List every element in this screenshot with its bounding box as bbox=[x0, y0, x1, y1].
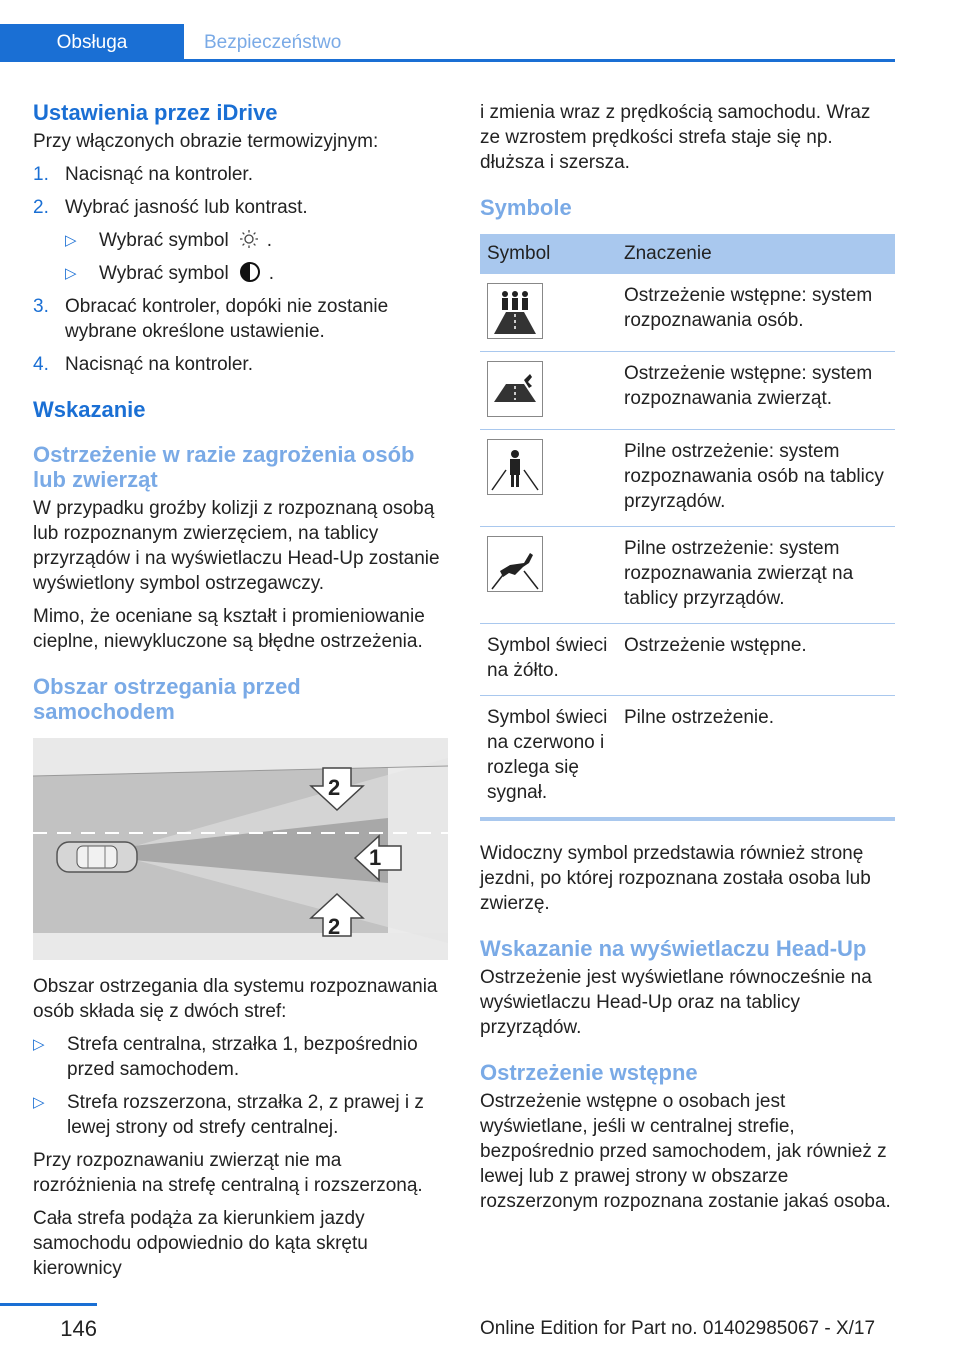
deer-urgent-icon bbox=[487, 536, 543, 592]
table-row: Symbol świeci na żółto. Ostrzeżenie wstępne. bbox=[480, 624, 895, 696]
person-urgent-icon bbox=[487, 439, 543, 495]
header-tabs bbox=[0, 24, 895, 62]
heading-warning: Ostrzeżenie w razie zagrożenia osób lub zwierząt bbox=[33, 442, 415, 492]
table-row: Symbol świeci na czerwono i rozlega się sygnał. Pilne ostrzeżenie. bbox=[480, 696, 895, 820]
left-column bbox=[33, 100, 448, 1281]
sub-list-item: ▷ Wybrać symbol . bbox=[65, 263, 274, 284]
list-item: ▷ Strefa centralna, strzałka 1, bezpośrednio przed samochodem. bbox=[33, 1034, 418, 1080]
figure-label-2-top: 2 bbox=[328, 775, 341, 800]
right-column bbox=[480, 100, 895, 1214]
text-continuation: i zmienia wraz z prędkością samochodu. Wraz ze wzrostem prędkości strefa staje się np. dłuższa i szersza. bbox=[480, 102, 871, 173]
triangle-bullet-icon: ▷ bbox=[65, 232, 77, 249]
list-item: 1. Nacisnąć na kontroler. bbox=[33, 164, 253, 185]
heading-area: Obszar ostrzegania przed samochodem bbox=[33, 674, 301, 724]
symbols-table bbox=[480, 234, 895, 821]
text-hud: Ostrzeżenie jest wyświetlane równocześnie na wyświetlaczu Head-Up oraz na tablicy przyrządów. bbox=[480, 967, 872, 1038]
table-row: Ostrzeżenie wstępne: system rozpoznawania osób. bbox=[480, 274, 895, 352]
tab-bezpieczenstwo[interactable]: Bezpieczeństwo bbox=[204, 32, 342, 53]
list-item: 2. Wybrać jasność lub kontrast. bbox=[33, 197, 308, 218]
table-header-row bbox=[480, 234, 895, 274]
edition-info: Online Edition for Part no. 01402985067 - X/17 bbox=[480, 1318, 876, 1339]
heading-wskazanie: Wskazanie bbox=[33, 397, 146, 422]
brightness-icon bbox=[239, 228, 259, 253]
text-side: Widoczny symbol przedstawia również stronę jezdni, po której rozpoznana została osoba lub zwierzę. bbox=[480, 843, 871, 914]
table-row: Ostrzeżenie wstępne: system rozpoznawania zwierząt. bbox=[480, 352, 895, 430]
list-item: 4. Nacisnąć na kontroler. bbox=[33, 354, 253, 375]
animal-warning-icon bbox=[487, 361, 543, 417]
heading-prewarning: Ostrzeżenie wstępne bbox=[480, 1060, 698, 1085]
tab-obsluga[interactable]: Obsługa bbox=[0, 24, 184, 59]
list-item: ▷ Strefa rozszerzona, strzałka 2, z prawej i z lewej strony od strefy centralnej. bbox=[33, 1092, 424, 1138]
heading-symbole: Symbole bbox=[480, 195, 572, 220]
list-item: 3. Obracać kontroler, dopóki nie zostanie wybrane określone ustawienie. bbox=[33, 296, 389, 342]
sub-list-item: ▷ Wybrać symbol . bbox=[65, 230, 272, 251]
triangle-bullet-icon: ▷ bbox=[33, 1036, 45, 1053]
text-animals: Przy rozpoznawaniu zwierząt nie ma rozróżnienia na strefę centralną i rozszerzoną. bbox=[33, 1150, 423, 1196]
text-warning-2: Mimo, że oceniane są kształt i promieniowanie cieplne, niewykluczone są błędne ostrzeżenia. bbox=[33, 606, 425, 652]
heading-hud: Wskazanie na wyświetlaczu Head-Up bbox=[480, 936, 867, 961]
text-area: Obszar ostrzegania dla systemu rozpoznawania osób składa się z dwóch stref: bbox=[33, 976, 438, 1022]
text-warning-1: W przypadku groźby kolizji z rozpoznaną osobą lub rozpoznanym zwierzęciem, na tablicy przyrządów i na wyświetlaczu Head-Up zostanie wyświetlony symbol ostrzegawczy. bbox=[33, 498, 440, 594]
triangle-bullet-icon: ▷ bbox=[65, 265, 77, 282]
figure-label-1: 1 bbox=[369, 845, 382, 870]
footer-line bbox=[0, 1303, 97, 1306]
text-idrive-intro: Przy włączonych obrazie termowizyjnym: bbox=[33, 131, 379, 152]
triangle-bullet-icon: ▷ bbox=[33, 1094, 45, 1111]
text-prewarning: Ostrzeżenie wstępne o osobach jest wyświetlane, jeśli w centralnej strefie, bezpośrednio przed samochodem, jak również z lewej lub z prawej strony w obszarze rozszerzonym rozpoznana zostanie jakaś osoba. bbox=[480, 1091, 891, 1212]
heading-idrive: Ustawienia przez iDrive bbox=[33, 100, 278, 125]
column-header-symbol: Symbol bbox=[480, 234, 617, 274]
warning-area-figure bbox=[33, 738, 448, 960]
persons-warning-icon bbox=[487, 283, 543, 339]
page-number: 146 bbox=[60, 1316, 97, 1341]
table-row: Pilne ostrzeżenie: system rozpoznawania osób na tablicy przyrządów. bbox=[480, 430, 895, 527]
text-follow: Cała strefa podąża za kierunkiem jazdy samochodu odpowiednio do kąta skrętu kierownicy bbox=[33, 1208, 368, 1279]
table-row: Pilne ostrzeżenie: system rozpoznawania zwierząt na tablicy przyrządów. bbox=[480, 527, 895, 624]
contrast-icon bbox=[239, 261, 261, 286]
figure-label-2-bottom: 2 bbox=[328, 914, 341, 939]
column-header-meaning: Znaczenie bbox=[617, 234, 895, 274]
